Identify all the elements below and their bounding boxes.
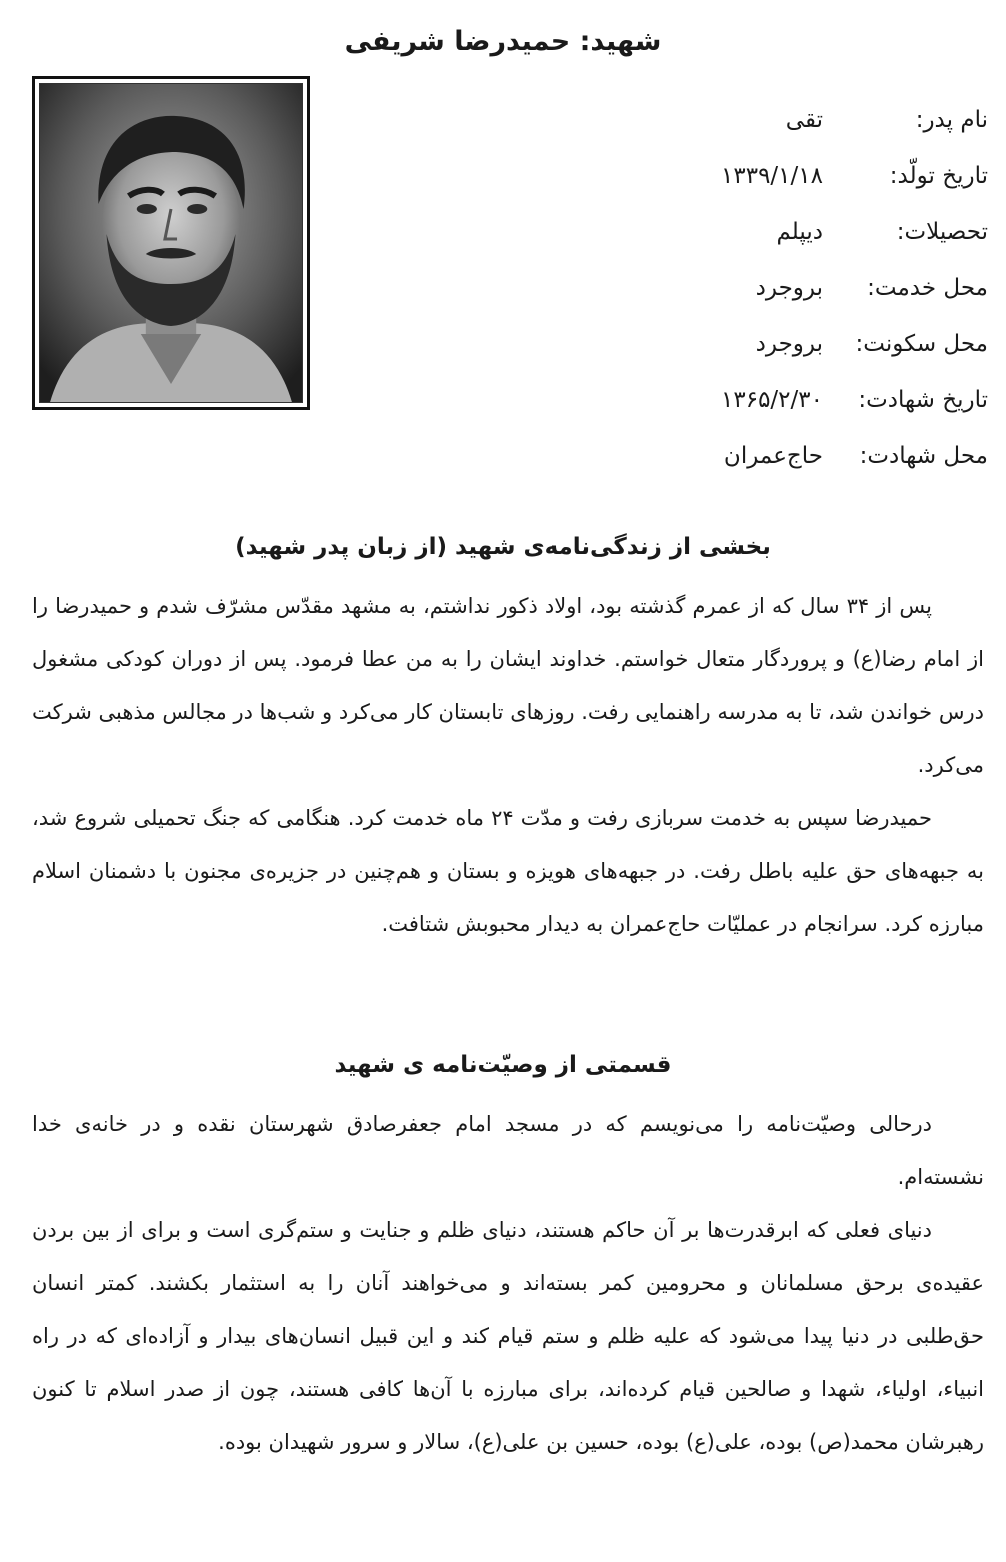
biography-paragraph: حمیدرضا سپس به خدمت سربازی رفت و مدّت ۲۴ ماه خدمت کرد. هنگامی که جنگ تحمیلی شروع شد، به جبهه‌های حق علیه باطل رفت. در جبهه‌های هویزه و بستان و هم‌چنین در جزیره‌ی مجنون با دشمنان اسلام مبارزه کرد. سرانجام در عملیّات حاج‌عمران به دیدار محبوبش شتافت. — [32, 806, 984, 936]
info-row-birth-date — [608, 148, 988, 204]
info-value: ۱۳۶۵/۲/۳۰ — [721, 387, 823, 413]
will-paragraph: دنیای فعلی که ابرقدرت‌ها بر آن حاکم هستند، دنیای ظلم و جنایت و ستم‌گری است و برای از بین بردن عقیده‌ی برحق مسلمانان و محرومین کمر بسته‌اند و می‌خواهند آنان را به استثمار بکشند. کمتر انسان حق‌طلبی در دنیا پیدا می‌شود که علیه ظلم و ستم قیام کند و این قبیل انسان‌های بیدار و آزاده‌ای که در راه انبیاء، اولیاء، شهدا و صالحین قیام کرده‌اند، برای مبارزه با آن‌ها کافی هستند، چون از صدر اسلام تا کنون رهبرشان محمد(ص) بوده، علی(ع) بوده، حسین بن علی(ع)، سالار و سرور شهیدان بوده. — [32, 1218, 984, 1454]
info-value: دیپلم — [776, 219, 823, 245]
will-body — [32, 1098, 984, 1469]
info-label: تاریخ شهادت: — [858, 387, 988, 413]
portrait-image — [40, 84, 302, 402]
portrait-photo — [39, 83, 303, 403]
info-value: حاج‌عمران — [723, 443, 823, 469]
info-label: تاریخ تولّد: — [889, 163, 988, 189]
info-value: تقی — [785, 107, 823, 133]
biography-body — [32, 580, 984, 951]
info-row-service-place — [608, 260, 988, 316]
info-row-martyrdom-place — [608, 428, 988, 484]
info-label: نام پدر: — [915, 107, 988, 133]
biography-heading: بخشی از زندگی‌نامه‌ی شهید (از زبان پدر شهید) — [235, 534, 771, 560]
will-paragraph: درحالی وصیّت‌نامه را می‌نویسم که در مسجد امام جعفرصادق شهرستان نقده و در خانه‌ی خدا نشسته‌ام. — [32, 1112, 984, 1189]
martyr-portrait — [32, 76, 310, 410]
will-heading: قسمتی از وصیّت‌نامه ی شهید — [334, 1052, 672, 1078]
info-row-father-name — [608, 92, 988, 148]
info-row-education — [608, 204, 988, 260]
info-label: تحصیلات: — [896, 219, 988, 245]
info-label: محل سکونت: — [855, 331, 988, 357]
info-value: ۱۳۳۹/۱/۱۸ — [721, 163, 823, 189]
info-value: بروجرد — [755, 275, 823, 301]
martyr-info-list — [608, 92, 988, 484]
info-label: محل خدمت: — [867, 275, 988, 301]
biography-paragraph: پس از ۳۴ سال که از عمرم گذشته بود، اولاد ذکور نداشتم، به مشهد مقدّس مشرّف شدم و حمیدرضا را از امام رضا(ع) و پروردگار متعال خواستم. خداوند ایشان را به من عطا فرمود. پس از دوران کودکی مشغول درس خواندن شد، تا به مدرسه راهنمایی رفت. روزهای تابستان کار می‌کرد و شب‌ها در مجالس مذهبی شرکت می‌کرد. — [32, 594, 984, 777]
info-row-martyrdom-date — [608, 372, 988, 428]
page-title: شهید: حمیدرضا شریفی — [344, 26, 662, 57]
info-value: بروجرد — [755, 331, 823, 357]
info-row-residence — [608, 316, 988, 372]
info-label: محل شهادت: — [859, 443, 988, 469]
